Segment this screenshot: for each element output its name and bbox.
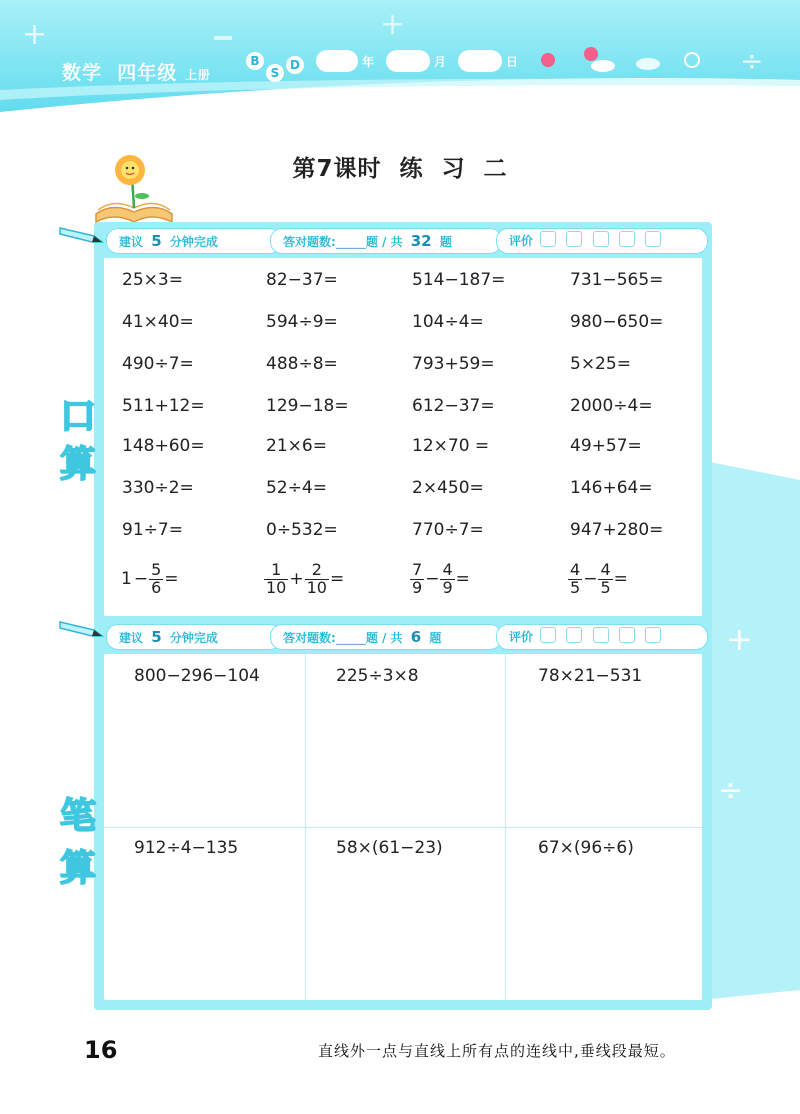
month-label: 月: [434, 55, 447, 69]
fraction-problem: 1 − $\frac{5}{6}$ =: [121, 560, 179, 597]
day-field[interactable]: [458, 50, 502, 72]
oral-problem: 49+57=: [570, 436, 642, 456]
year-field[interactable]: [316, 50, 358, 72]
logo-letter-d: D: [286, 56, 304, 74]
thumb-icon[interactable]: [645, 231, 661, 247]
svg-text:+: +: [380, 7, 406, 42]
page-title: 第7课时 练 习 二: [292, 156, 508, 182]
oral-score-blank[interactable]: _____: [335, 235, 366, 249]
oral-problem: 793+59=: [412, 354, 495, 374]
oral-problem: 2000÷4=: [570, 396, 653, 416]
oral-problem: 2×450=: [412, 478, 484, 498]
section-label-oral-1: 口: [60, 396, 97, 437]
thumb-icon[interactable]: [540, 231, 556, 247]
oral-problem: 104÷4=: [412, 312, 484, 332]
written-info-bar: [94, 624, 712, 650]
oral-problem: 488÷8=: [266, 354, 338, 374]
written-problem: 58×(61−23): [336, 838, 443, 858]
logo-letter-s: S: [266, 64, 284, 82]
oral-problem: 947+280=: [570, 520, 664, 540]
oral-problem: 612−37=: [412, 396, 495, 416]
oral-problem: 52÷4=: [266, 478, 327, 498]
section-label-written-2: 算: [60, 848, 97, 889]
day-label: 日: [506, 55, 519, 69]
svg-text:+: +: [22, 17, 48, 52]
written-score-blank[interactable]: _____: [335, 631, 366, 645]
fraction-problem: $\frac{4}{5}$ − $\frac{4}{5}$ =: [570, 560, 628, 597]
oral-problem: 490÷7=: [122, 354, 194, 374]
page-number: 16: [84, 1036, 118, 1064]
footer-tip: 直线外一点与直线上所有点的连线中,垂线段最短。: [318, 1042, 676, 1060]
written-problem: 800−296−104: [134, 666, 260, 686]
written-score-pill: 答对题数:_____题 / 共 6 题: [270, 624, 502, 650]
oral-problem: 21×6=: [266, 436, 327, 456]
oral-problem: 129−18=: [266, 396, 349, 416]
oral-problem: 0÷532=: [266, 520, 338, 540]
pencil-icon: [58, 612, 108, 642]
oral-info-bar: [94, 228, 712, 254]
written-problem: 912÷4−135: [134, 838, 239, 858]
section-label-written-1: 笔: [60, 796, 97, 837]
pencil-icon: [58, 218, 108, 248]
thumb-icon[interactable]: [645, 627, 661, 643]
written-rating-pill: 评价: [496, 624, 708, 650]
thumb-icon[interactable]: [540, 627, 556, 643]
thumb-icon[interactable]: [619, 231, 635, 247]
fraction-problem: $\frac{7}{9}$ − $\frac{4}{9}$ =: [412, 560, 470, 597]
oral-problem: 770÷7=: [412, 520, 484, 540]
flower-book-icon: [92, 152, 176, 224]
thumb-icon[interactable]: [566, 231, 582, 247]
thumb-icon[interactable]: [619, 627, 635, 643]
written-time-pill: 建议 5 分钟完成: [106, 624, 282, 650]
header-volume: 上册: [184, 68, 211, 82]
oral-problem: 5×25=: [570, 354, 631, 374]
written-problem: 67×(96÷6): [538, 838, 634, 858]
svg-text:÷: ÷: [718, 773, 744, 808]
month-field[interactable]: [386, 50, 430, 72]
oral-problem: 330÷2=: [122, 478, 194, 498]
oral-problem: 91÷7=: [122, 520, 183, 540]
oral-problem: 25×3=: [122, 270, 183, 290]
oral-rating-pill: 评价: [496, 228, 708, 254]
oral-score-pill: 答对题数:_____题 / 共 32 题: [270, 228, 502, 254]
logo-letter-b: B: [246, 52, 264, 70]
oral-time-pill: 建议 5 分钟完成: [106, 228, 282, 254]
thumb-icon[interactable]: [593, 627, 609, 643]
oral-problem: 41×40=: [122, 312, 194, 332]
oral-problem: 514−187=: [412, 270, 506, 290]
written-problem: 225÷3×8: [336, 666, 419, 686]
written-problem: 78×21−531: [538, 666, 643, 686]
oral-problem: 12×70 =: [412, 436, 490, 456]
header-subject: 数学 四年级 上册: [62, 62, 211, 84]
svg-text:÷: ÷: [740, 44, 764, 77]
oral-problem: 82−37=: [266, 270, 338, 290]
oral-problem: 511+12=: [122, 396, 205, 416]
side-decoration: [700, 460, 800, 1020]
thumb-icon[interactable]: [593, 231, 609, 247]
fraction-problem: $\frac{1}{10}$ + $\frac{2}{10}$ =: [266, 560, 345, 597]
oral-problem: 731−565=: [570, 270, 664, 290]
oral-problem: 146+64=: [570, 478, 653, 498]
oral-problem: 980−650=: [570, 312, 664, 332]
year-label: 年: [362, 55, 375, 69]
thumb-icon[interactable]: [566, 627, 582, 643]
svg-text:+: +: [726, 620, 753, 658]
section-label-oral-2: 算: [60, 444, 97, 485]
oral-problem: 594÷9=: [266, 312, 338, 332]
oral-problem: 148+60=: [122, 436, 205, 456]
